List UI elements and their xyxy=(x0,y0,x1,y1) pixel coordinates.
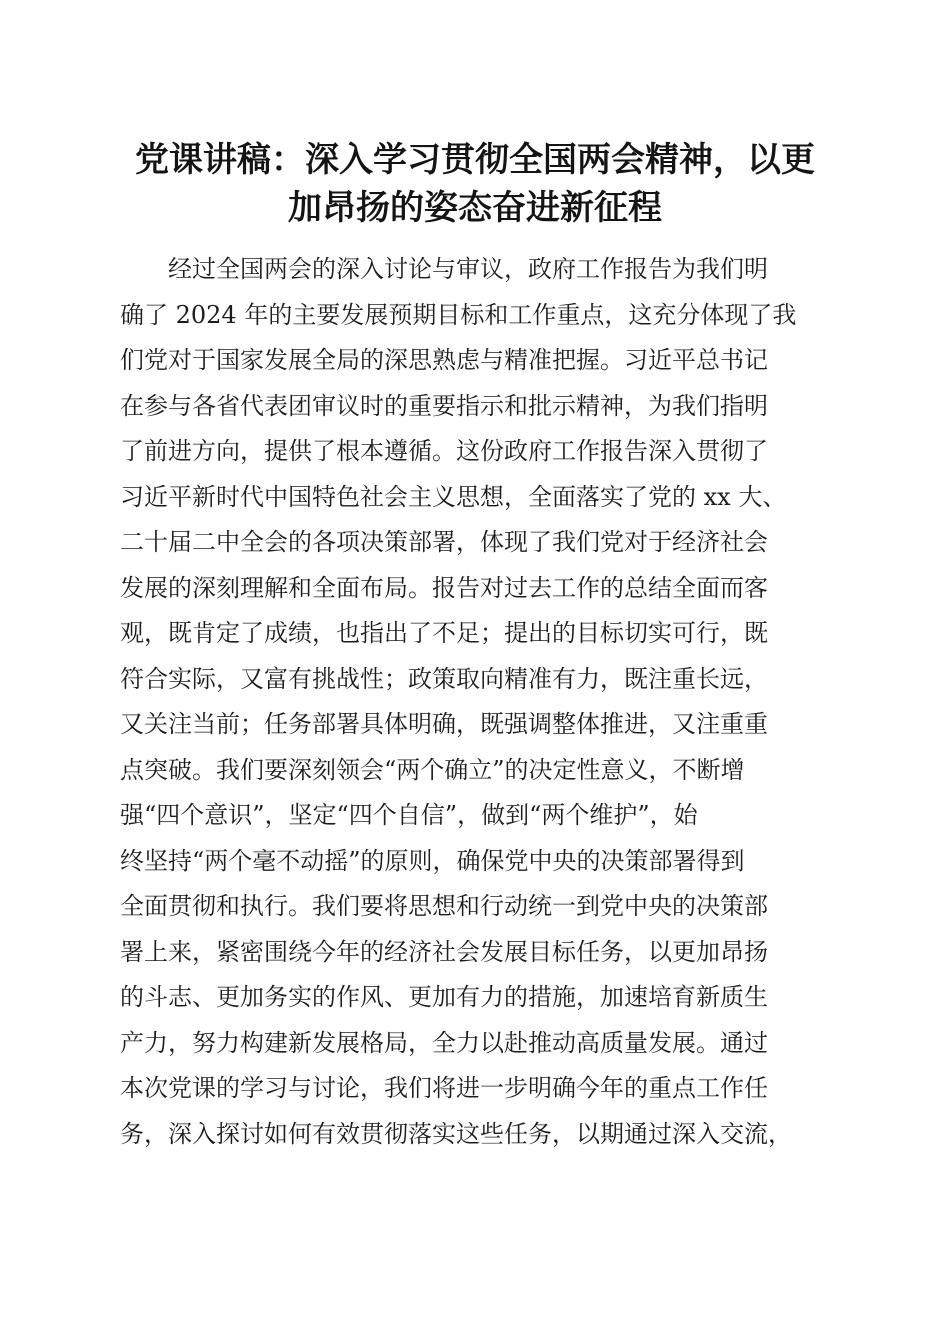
body-line: 了前进方向，提供了根本遵循。这份政府工作报告深入贯彻了 xyxy=(120,437,768,465)
body-line: 务，深入探讨如何有效贯彻落实这些任务，以期通过深入交流， xyxy=(120,1119,792,1148)
body-line: 署上来，紧密围绕今年的经济社会发展目标任务，以更加昂扬 xyxy=(120,937,768,966)
body-line: 的斗志、更加务实的作风、更加有力的措施，加速培育新质生 xyxy=(120,983,768,1011)
body-line: 全面贯彻和执行。我们要将思想和行动统一到党中央的决策部 xyxy=(120,892,768,920)
body-paragraph xyxy=(120,247,830,1157)
title-line-2: 加昂扬的姿态奋进新征程 xyxy=(288,188,662,228)
body-line: 终坚持“两个毫不动摇”的原则，确保党中央的决策部署得到 xyxy=(120,846,745,875)
body-line: 点突破。我们要深刻领会“两个确立”的决定性意义，不断增 xyxy=(120,755,745,784)
title-line-1: 党课讲稿：深入学习贯彻全国两会精神，以更 xyxy=(135,140,815,180)
document-title xyxy=(100,136,850,232)
body-line: 经过全国两会的深入讨论与审议，政府工作报告为我们明 xyxy=(168,255,768,283)
body-line: 符合实际，又富有挑战性；政策取向精准有力，既注重长远， xyxy=(120,664,768,693)
body-line: 习近平新时代中国特色社会主义思想，全面落实了党的 xx 大、 xyxy=(120,482,787,511)
body-line: 产力，努力构建新发展格局，全力以赴推动高质量发展。通过 xyxy=(120,1028,768,1057)
body-line: 们党对于国家发展全局的深思熟虑与精准把握。习近平总书记 xyxy=(120,346,768,374)
body-line: 观，既肯定了成绩，也指出了不足；提出的目标切实可行，既 xyxy=(120,619,768,647)
body-line: 强“四个意识”，坚定“四个自信”，做到“两个维护”，始 xyxy=(120,801,698,829)
body-line: 本次党课的学习与讨论，我们将进一步明确今年的重点工作任 xyxy=(120,1074,768,1102)
body-line: 二十届二中全会的各项决策部署，体现了我们党对于经济社会 xyxy=(120,528,768,556)
body-line: 确了 2024 年的主要发展预期目标和工作重点，这充分体现了我 xyxy=(120,300,797,329)
body-line: 发展的深刻理解和全面布局。报告对过去工作的总结全面而客 xyxy=(120,573,768,602)
body-line: 又关注当前；任务部署具体明确，既强调整体推进，又注重重 xyxy=(120,710,768,738)
body-line: 在参与各省代表团审议时的重要指示和批示精神，为我们指明 xyxy=(120,391,768,420)
